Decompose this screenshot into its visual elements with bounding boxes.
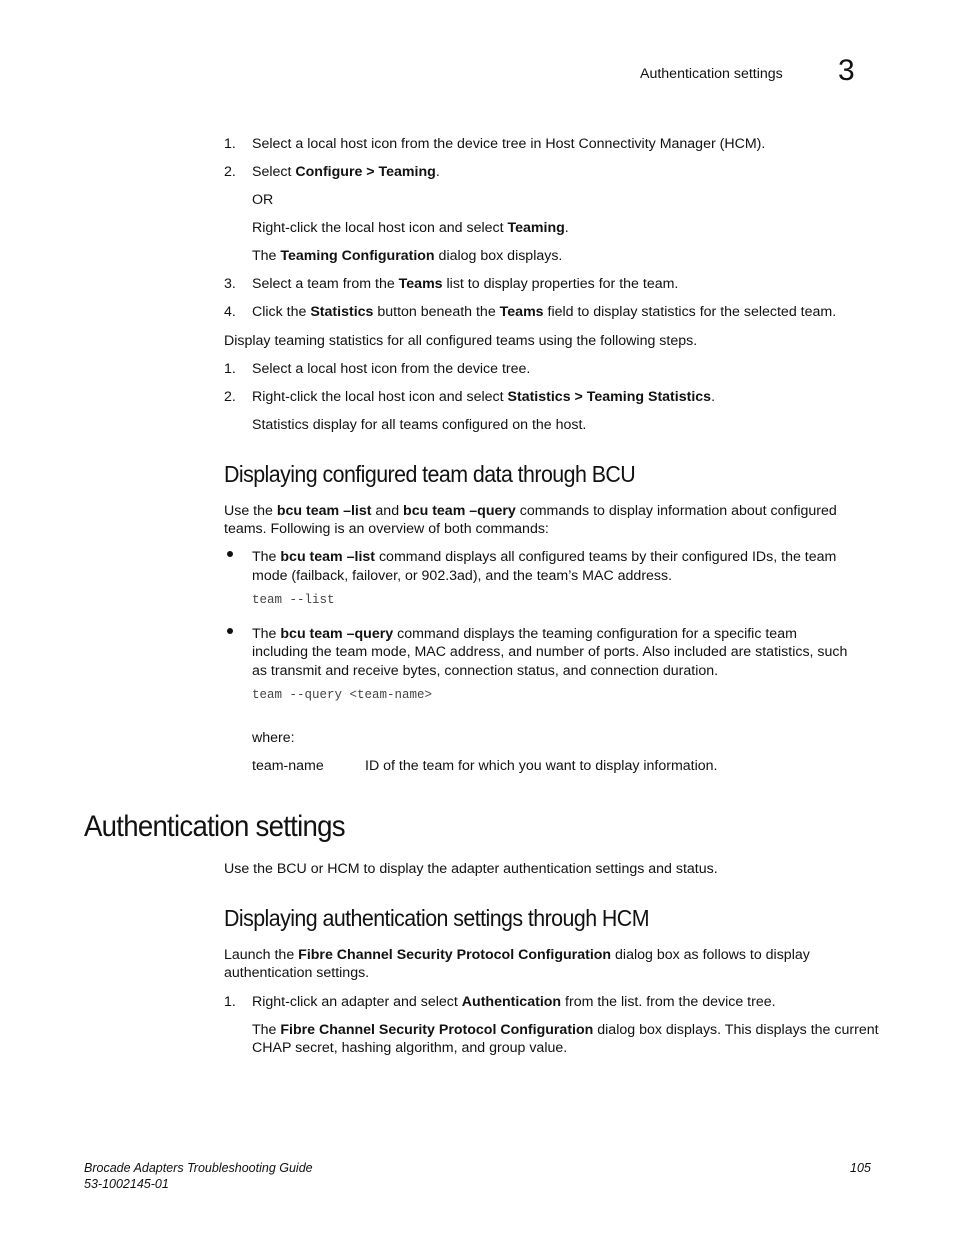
page-title: Authentication settings [84, 810, 345, 843]
paragraph: Launch the Fibre Channel Security Protocol Configuration dialog box as follows to display [224, 947, 810, 963]
or-text: OR [252, 192, 274, 208]
section-heading: Displaying authentication settings through HCM [224, 905, 649, 931]
section-heading: Displaying configured team data through BCU [224, 461, 636, 487]
step-text: Right-click the local host icon and select Teaming. [252, 220, 569, 236]
step-text: Select a local host icon from the device tree in Host Connectivity Manager (HCM). [252, 136, 766, 152]
bullet-text: The bcu team –list command displays all configured teams by their configured IDs, the team [252, 549, 837, 565]
code-sample: team --query <team-name> [252, 688, 433, 702]
step-text: Select a local host icon from the device tree. [252, 361, 531, 377]
bullet-text: The bcu team –query command displays the teaming configuration for a specific team [252, 626, 797, 642]
step-number: 3. [224, 276, 236, 292]
step-number: 1. [224, 136, 236, 152]
step-number: 1. [224, 361, 236, 377]
step-text: Right-click an adapter and select Authentication from the list. from the device tree. [252, 994, 776, 1010]
step-note: The Teaming Configuration dialog box displays. [252, 248, 563, 264]
step-text: Right-click the local host icon and select Statistics > Teaming Statistics. [252, 389, 716, 405]
bullet-icon [227, 551, 233, 557]
paragraph: Use the bcu team –list and bcu team –query commands to display information about configured [224, 503, 837, 519]
code-sample: team --list [252, 593, 335, 607]
bullet-text: as transmit and receive bytes, connection status, and connection duration. [252, 663, 719, 679]
running-header: Authentication settings [640, 66, 783, 82]
param-description: ID of the team for which you want to display information. [365, 758, 718, 774]
step-number: 4. [224, 304, 236, 320]
step-note: The Fibre Channel Security Protocol Configuration dialog box displays. This displays the current [252, 1022, 879, 1038]
footer-title: Brocade Adapters Troubleshooting Guide [84, 1161, 313, 1175]
paragraph: teams. Following is an overview of both commands: [224, 521, 549, 537]
paragraph: Display teaming statistics for all configured teams using the following steps. [224, 333, 698, 349]
step-text: Select Configure > Teaming. [252, 164, 440, 180]
param-name: team-name [252, 758, 324, 774]
bullet-icon [227, 628, 233, 634]
footer-docnum: 53-1002145-01 [84, 1177, 169, 1191]
step-text: Select a team from the Teams list to display properties for the team. [252, 276, 679, 292]
bullet-text: mode (failback, failover, or 902.3ad), and the team’s MAC address. [252, 568, 673, 584]
page-number: 105 [850, 1161, 871, 1175]
step-number: 2. [224, 164, 236, 180]
step-note: Statistics display for all teams configured on the host. [252, 417, 587, 433]
chapter-number: 3 [838, 54, 855, 87]
step-note: CHAP secret, hashing algorithm, and group value. [252, 1040, 568, 1056]
where-label: where: [252, 730, 295, 746]
paragraph: authentication settings. [224, 965, 370, 981]
step-number: 2. [224, 389, 236, 405]
bullet-text: including the team mode, MAC address, and number of ports. Also included are statistics, such [252, 644, 848, 660]
step-number: 1. [224, 994, 236, 1010]
step-text: Click the Statistics button beneath the Teams field to display statistics for the selected team. [252, 304, 837, 320]
paragraph: Use the BCU or HCM to display the adapter authentication settings and status. [224, 861, 718, 877]
